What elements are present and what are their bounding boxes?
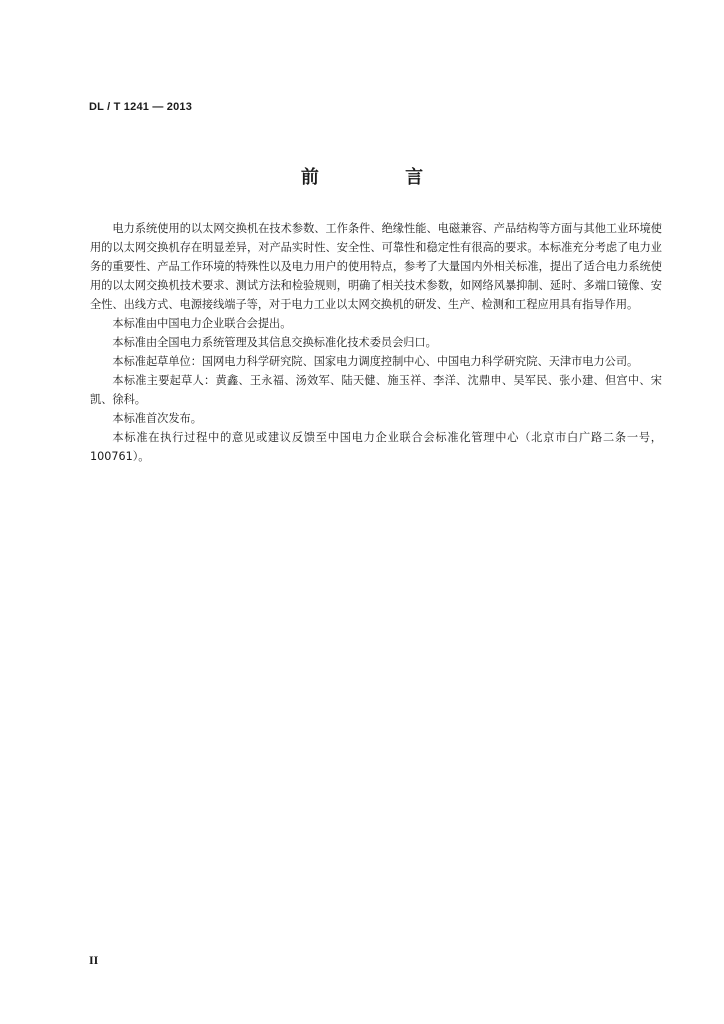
paragraph-authority: 本标准由全国电力系统管理及其信息交换标准化技术委员会归口。 (112, 336, 437, 349)
paragraph-background: 电力系统使用的以太网交换机在技术参数、工作条件、绝缘性能、电磁兼容、产品结构等方面与其他工业环境使用的以太网交换机存在明显差异，对产品实时性、安全性、可靠性和稳定性有很高的要求。本标准充分考虑了电力业务的重要性、产品工作环境的特殊性以及电力用户的使用特点，参考了大量国内外相关标准，提出了适合电力系统使用的以太网交换机技术要求、测试方法和检验规则，明确了相关技术参数，如网络风暴抑制、延时、多端口镜像、安全性、出线方式、电源接线端子等，对于电力工业以太网交换机的研发、生产、检测和工程应用具有指导作用。 (90, 222, 662, 311)
page-number: II (89, 953, 99, 967)
paragraph-drafters: 本标准主要起草人：黄鑫、王永福、汤效军、陆天健、施玉祥、李洋、沈鼎申、吴军民、张小建、但宫中、宋凯、徐科。 (90, 374, 662, 406)
paragraph-proposer: 本标准由中国电力企业联合会提出。 (112, 317, 292, 330)
document-code: DL / T 1241 — 2013 (89, 101, 193, 113)
foreword-body (90, 219, 662, 466)
paragraph-drafting-units: 本标准起草单位：国网电力科学研究院、国家电力调度控制中心、中国电力科学研究院、天津市电力公司。 (112, 355, 639, 368)
paragraph-first-release: 本标准首次发布。 (112, 412, 202, 425)
page-title: 前 言 (300, 167, 464, 188)
paragraph-feedback: 本标准在执行过程中的意见或建议反馈至中国电力企业联合会标准化管理中心（北京市白广路二条一号，100761）。 (90, 431, 662, 463)
